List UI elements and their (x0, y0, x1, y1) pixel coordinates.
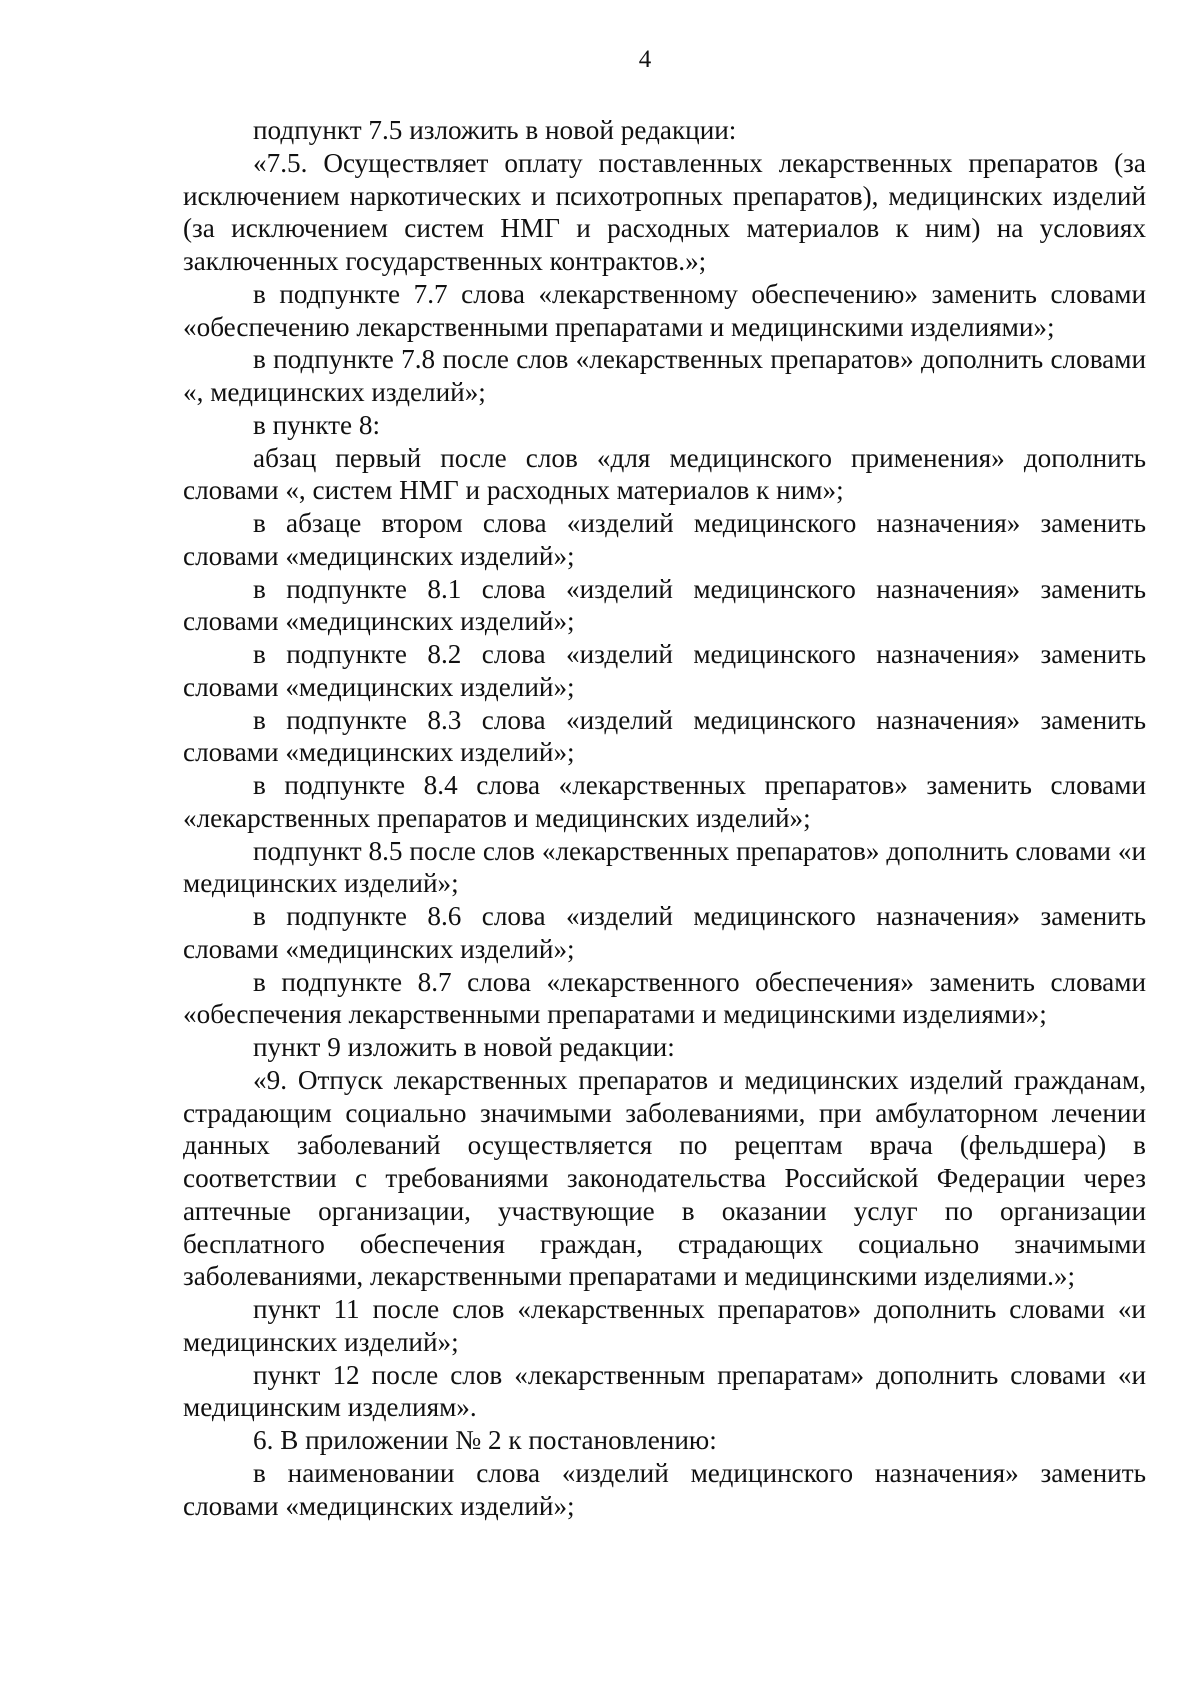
paragraph-8-7: в подпункте 8.7 слова «лекарственного обеспечения» заменить словами «обеспечения лекарственными препаратами и медицинскими изделиями»; (183, 966, 1146, 1030)
paragraph-12: пункт 12 после слов «лекарственным препаратам» дополнить словами «и медицинским изделиям». (183, 1359, 1146, 1423)
paragraph-8-abzac-1: абзац первый после слов «для медицинского применения» дополнить словами «, систем НМГ и расходных материалов к ним»; (183, 442, 1146, 506)
paragraph-8-6: в подпункте 8.6 слова «изделий медицинского назначения» заменить словами «медицинских изделий»; (183, 901, 1146, 964)
paragraph-8-abzac-2: в абзаце втором слова «изделий медицинского назначения» заменить словами «медицинских изделий»; (183, 508, 1146, 571)
paragraph-7-5-intro: подпункт 7.5 изложить в новой редакции: (253, 115, 737, 145)
document-body (183, 114, 1146, 1522)
paragraph-7-7: в подпункте 7.7 слова «лекарственному обеспечению» заменить словами «обеспечению лекарственными препаратами и медицинскими изделиями»; (183, 278, 1146, 342)
paragraph-8-5: подпункт 8.5 после слов «лекарственных препаратов» дополнить словами «и медицинских изделий»; (183, 835, 1146, 899)
paragraph-8-2: в подпункте 8.2 слова «изделий медицинского назначения» заменить словами «медицинских изделий»; (183, 639, 1146, 702)
paragraph-8-intro: в пункте 8: (253, 409, 381, 440)
paragraph-11: пункт 11 после слов «лекарственных препаратов» дополнить словами «и медицинских изделий»; (183, 1294, 1146, 1357)
paragraph-9-intro: пункт 9 изложить в новой редакции: (253, 1032, 675, 1062)
paragraph-7-8: в подпункте 7.8 после слов «лекарственных препаратов» дополнить словами «, медицинских изделий»; (183, 344, 1146, 407)
paragraph-8-3: в подпункте 8.3 слова «изделий медицинского назначения» заменить словами «медицинских изделий»; (183, 704, 1146, 768)
paragraph-6-appendix-2: 6. В приложении № 2 к постановлению: (253, 1425, 717, 1455)
paragraph-9-text: «9. Отпуск лекарственных препаратов и медицинских изделий гражданам, страдающим социально значимыми заболеваниями, при амбулаторном лечении данных заболеваний осуществляется по рецептам врача (фельдшера) в соответствии с требованиями законодательства Российской Федерации через аптечные организации, участвующие в оказании услуг по организации бесплатного обеспечения граждан, страдающих социально значимыми заболеваниями, лекарственными препаратами и медицинскими изделиями.»; (183, 1064, 1146, 1292)
page-number: 4 (638, 46, 652, 73)
paragraph-7-5-text: «7.5. Осуществляет оплату поставленных лекарственных препаратов (за исключением наркотических и психотропных препаратов), медицинских изделий (за исключением систем НМГ и расходных материалов к ним) на условиях заключенных государственных контрактов.»; (183, 147, 1146, 276)
paragraph-8-1: в подпункте 8.1 слова «изделий медицинского назначения» заменить словами «медицинских изделий»; (183, 573, 1146, 637)
paragraph-8-4: в подпункте 8.4 слова «лекарственных препаратов» заменить словами «лекарственных препаратов и медицинских изделий»; (183, 770, 1146, 833)
paragraph-appendix-title: в наименовании слова «изделий медицинского назначения» заменить словами «медицинских изделий»; (183, 1457, 1146, 1521)
